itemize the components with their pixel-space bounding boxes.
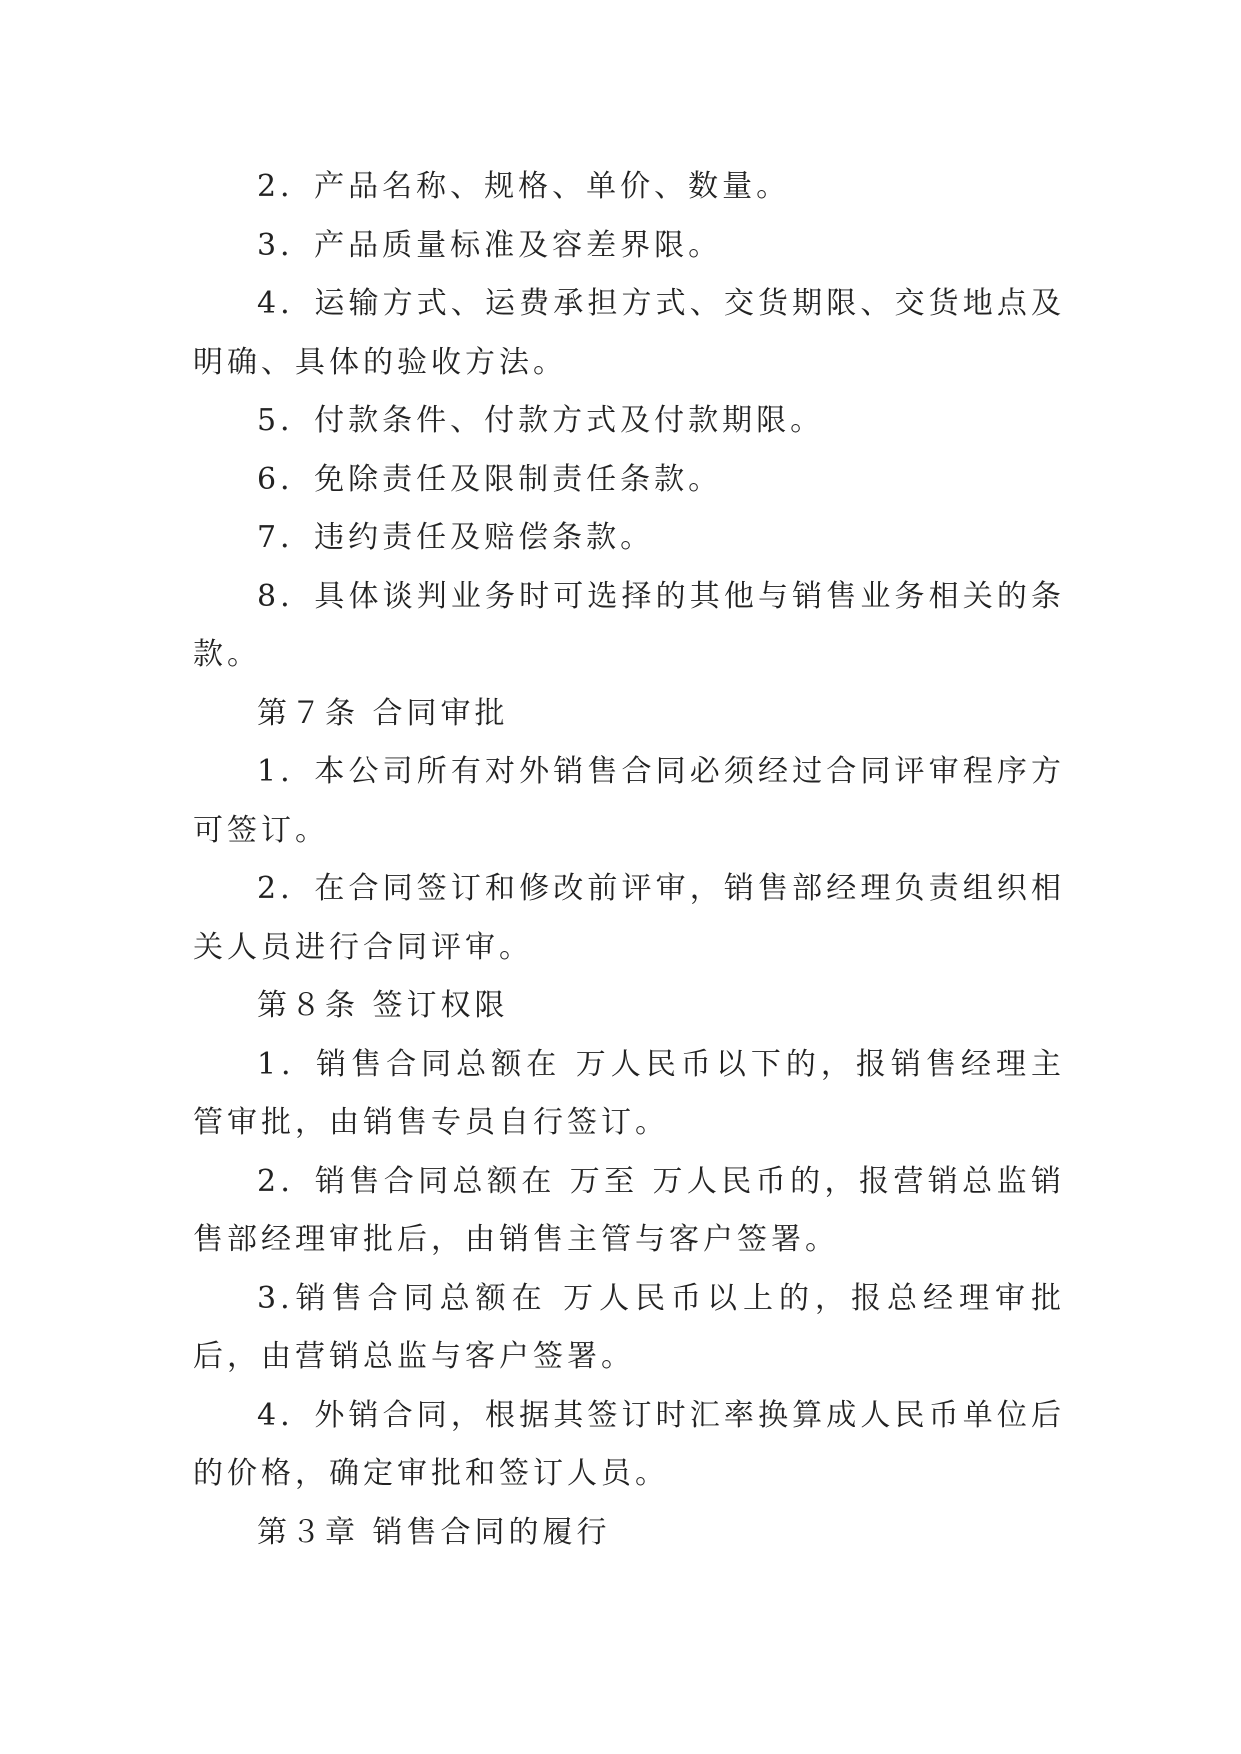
- list-item: 4．外销合同，根据其签订时汇率换算成人民币单位后的价格，确定审批和签订人员。: [193, 1397, 1065, 1491]
- chapter-heading: 第３章 销售合同的履行: [257, 1514, 611, 1550]
- article-heading: 第８条 签订权限: [257, 988, 509, 1023]
- list-item: 2．在合同签订和修改前评审，销售部经理负责组织相关人员进行合同评审。: [193, 871, 1065, 965]
- list-item: 1．销售合同总额在 万人民币以下的，报销售经理主管审批，由销售专员自行签订。: [193, 1046, 1065, 1140]
- list-item: 7．违约责任及赔偿条款。: [257, 520, 655, 555]
- list-item: 6．免除责任及限制责任条款。: [257, 461, 723, 497]
- list-item: 2．销售合同总额在 万至 万人民币的，报营销总监销售部经理审批后，由销售主管与客户签署。: [193, 1163, 1065, 1257]
- list-item: 3.销售合同总额在 万人民币以上的，报总经理审批后，由营销总监与客户签署。: [193, 1280, 1065, 1374]
- list-item: 4．运输方式、运费承担方式、交货期限、交货地点及明确、具体的验收方法。: [193, 286, 1065, 380]
- list-item: 3．产品质量标准及容差界限。: [257, 227, 723, 263]
- list-item: 8．具体谈判业务时可选择的其他与销售业务相关的条款。: [193, 578, 1065, 672]
- list-item: 2．产品名称、规格、单价、数量。: [257, 169, 791, 204]
- document-body: [193, 158, 1065, 1562]
- list-item: 5．付款条件、付款方式及付款期限。: [257, 403, 825, 438]
- list-item: 1．本公司所有对外销售合同必须经过合同评审程序方可签订。: [193, 754, 1065, 848]
- article-heading: 第７条 合同审批: [257, 695, 509, 731]
